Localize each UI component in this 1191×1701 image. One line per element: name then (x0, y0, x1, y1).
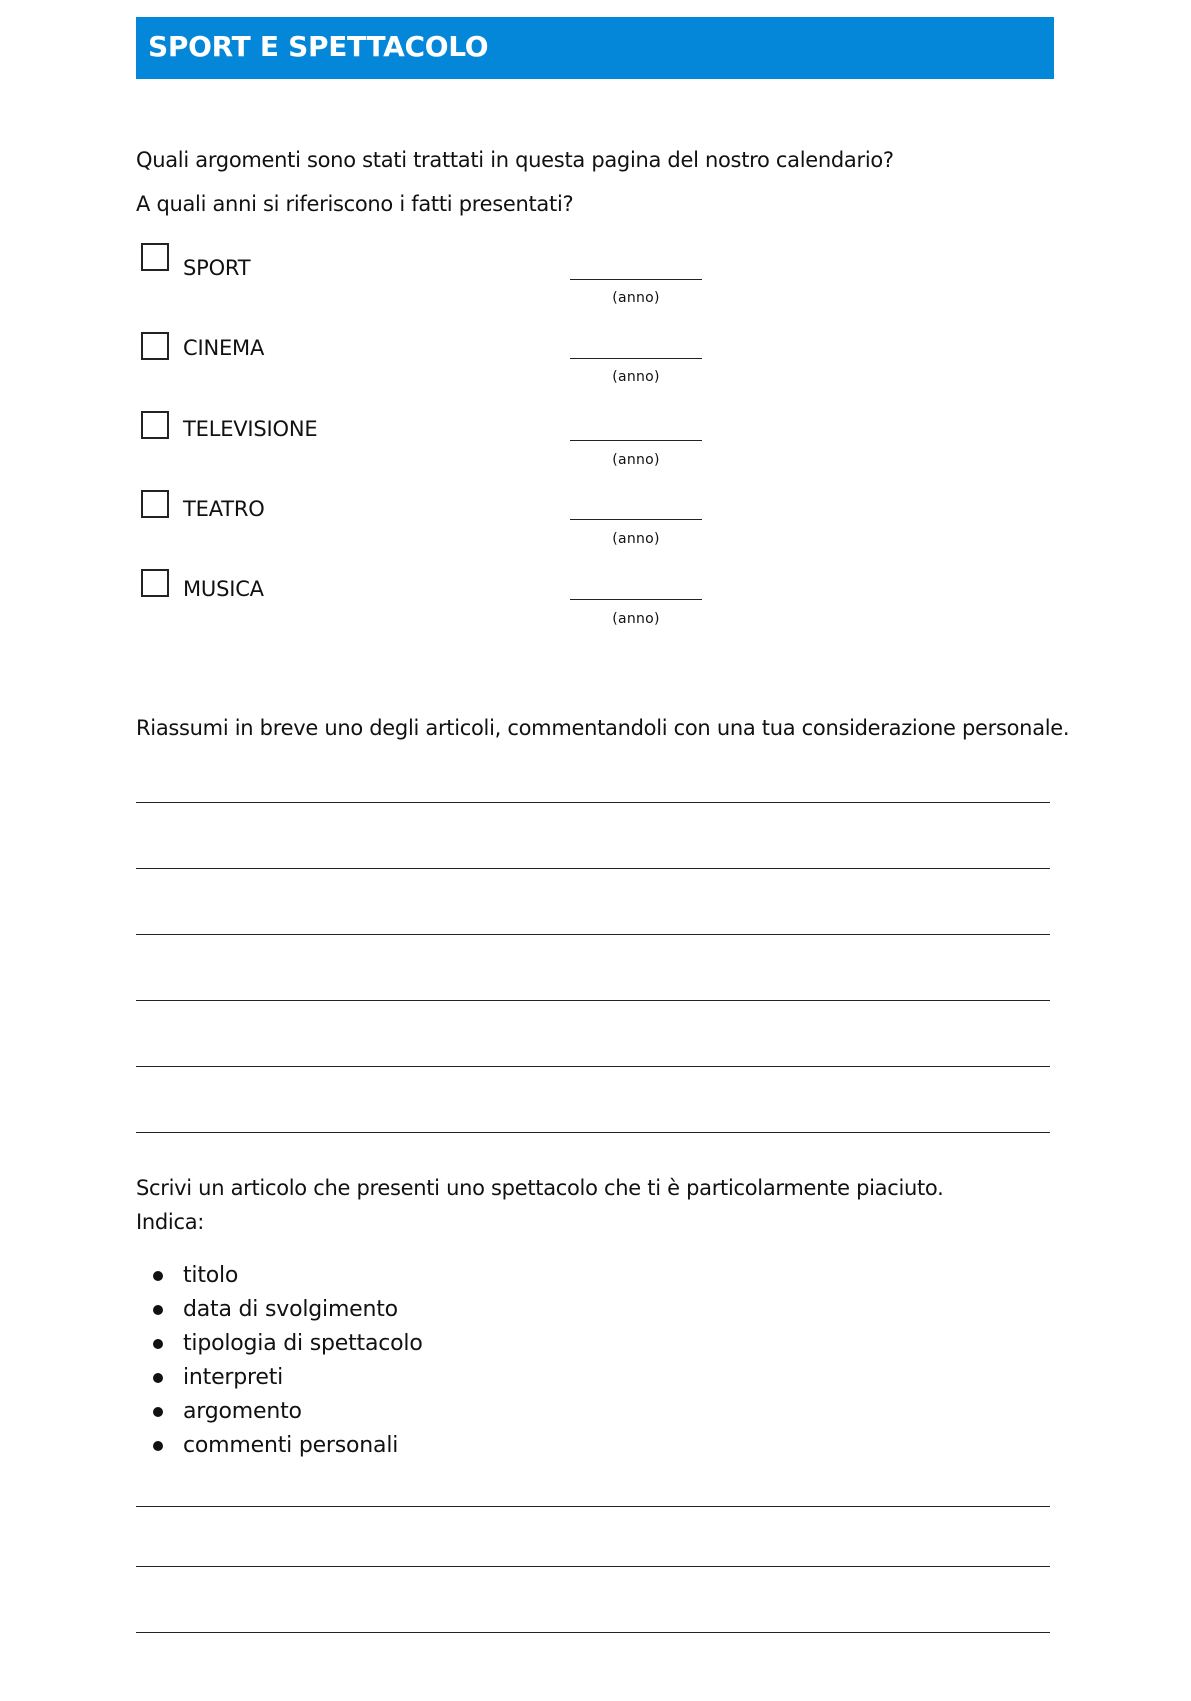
summary-answer-line[interactable] (136, 868, 1050, 869)
list-item-text: argomento (183, 1399, 302, 1424)
checkbox-televisione[interactable] (141, 411, 169, 439)
article-requirements-list (153, 1259, 423, 1463)
topic-label-televisione: TELEVISIONE (183, 417, 318, 441)
page-title: SPORT E SPETTACOLO (148, 30, 489, 63)
topic-label-teatro: TEATRO (183, 497, 265, 521)
bullet-icon (153, 1339, 163, 1349)
year-hint-televisione: (anno) (612, 452, 660, 468)
summary-answer-line[interactable] (136, 1066, 1050, 1067)
topic-label-musica: MUSICA (183, 577, 264, 601)
topic-label-cinema: CINEMA (183, 336, 265, 360)
list-item (153, 1429, 423, 1463)
year-field-musica[interactable] (570, 599, 702, 600)
list-item (153, 1293, 423, 1327)
checkbox-musica[interactable] (141, 569, 169, 597)
list-item (153, 1327, 423, 1361)
list-item (153, 1361, 423, 1395)
checkbox-teatro[interactable] (141, 490, 169, 518)
list-item-text: data di svolgimento (183, 1297, 398, 1322)
summary-answer-line[interactable] (136, 1132, 1050, 1133)
year-hint-sport: (anno) (612, 290, 660, 306)
list-item (153, 1259, 423, 1293)
header-bar (136, 17, 1054, 79)
bullet-icon (153, 1271, 163, 1281)
question-years: A quali anni si riferiscono i fatti presentati? (136, 192, 574, 216)
article-prompt: Scrivi un articolo che presenti uno spettacolo che ti è particolarmente piaciuto. (136, 1176, 944, 1200)
bullet-icon (153, 1441, 163, 1451)
list-item (153, 1395, 423, 1429)
topic-label-sport: SPORT (183, 256, 251, 280)
checkbox-cinema[interactable] (141, 332, 169, 360)
bullet-icon (153, 1373, 163, 1383)
article-answer-line[interactable] (136, 1506, 1050, 1507)
year-field-televisione[interactable] (570, 440, 702, 441)
summary-answer-line[interactable] (136, 802, 1050, 803)
year-field-teatro[interactable] (570, 519, 702, 520)
article-answer-line[interactable] (136, 1566, 1050, 1567)
bullet-icon (153, 1407, 163, 1417)
year-field-cinema[interactable] (570, 358, 702, 359)
summary-prompt: Riassumi in breve uno degli articoli, commentandoli con una tua considerazione personale. (136, 716, 1070, 740)
article-answer-line[interactable] (136, 1632, 1050, 1633)
list-item-text: interpreti (183, 1365, 284, 1390)
year-field-sport[interactable] (570, 279, 702, 280)
year-hint-cinema: (anno) (612, 369, 660, 385)
article-indica-label: Indica: (136, 1210, 205, 1234)
list-item-text: titolo (183, 1263, 239, 1288)
bullet-icon (153, 1305, 163, 1315)
summary-answer-line[interactable] (136, 934, 1050, 935)
list-item-text: commenti personali (183, 1433, 399, 1458)
year-hint-musica: (anno) (612, 611, 660, 627)
checkbox-sport[interactable] (141, 243, 169, 271)
question-topics: Quali argomenti sono stati trattati in questa pagina del nostro calendario? (136, 148, 894, 172)
summary-answer-line[interactable] (136, 1000, 1050, 1001)
list-item-text: tipologia di spettacolo (183, 1331, 423, 1356)
year-hint-teatro: (anno) (612, 531, 660, 547)
